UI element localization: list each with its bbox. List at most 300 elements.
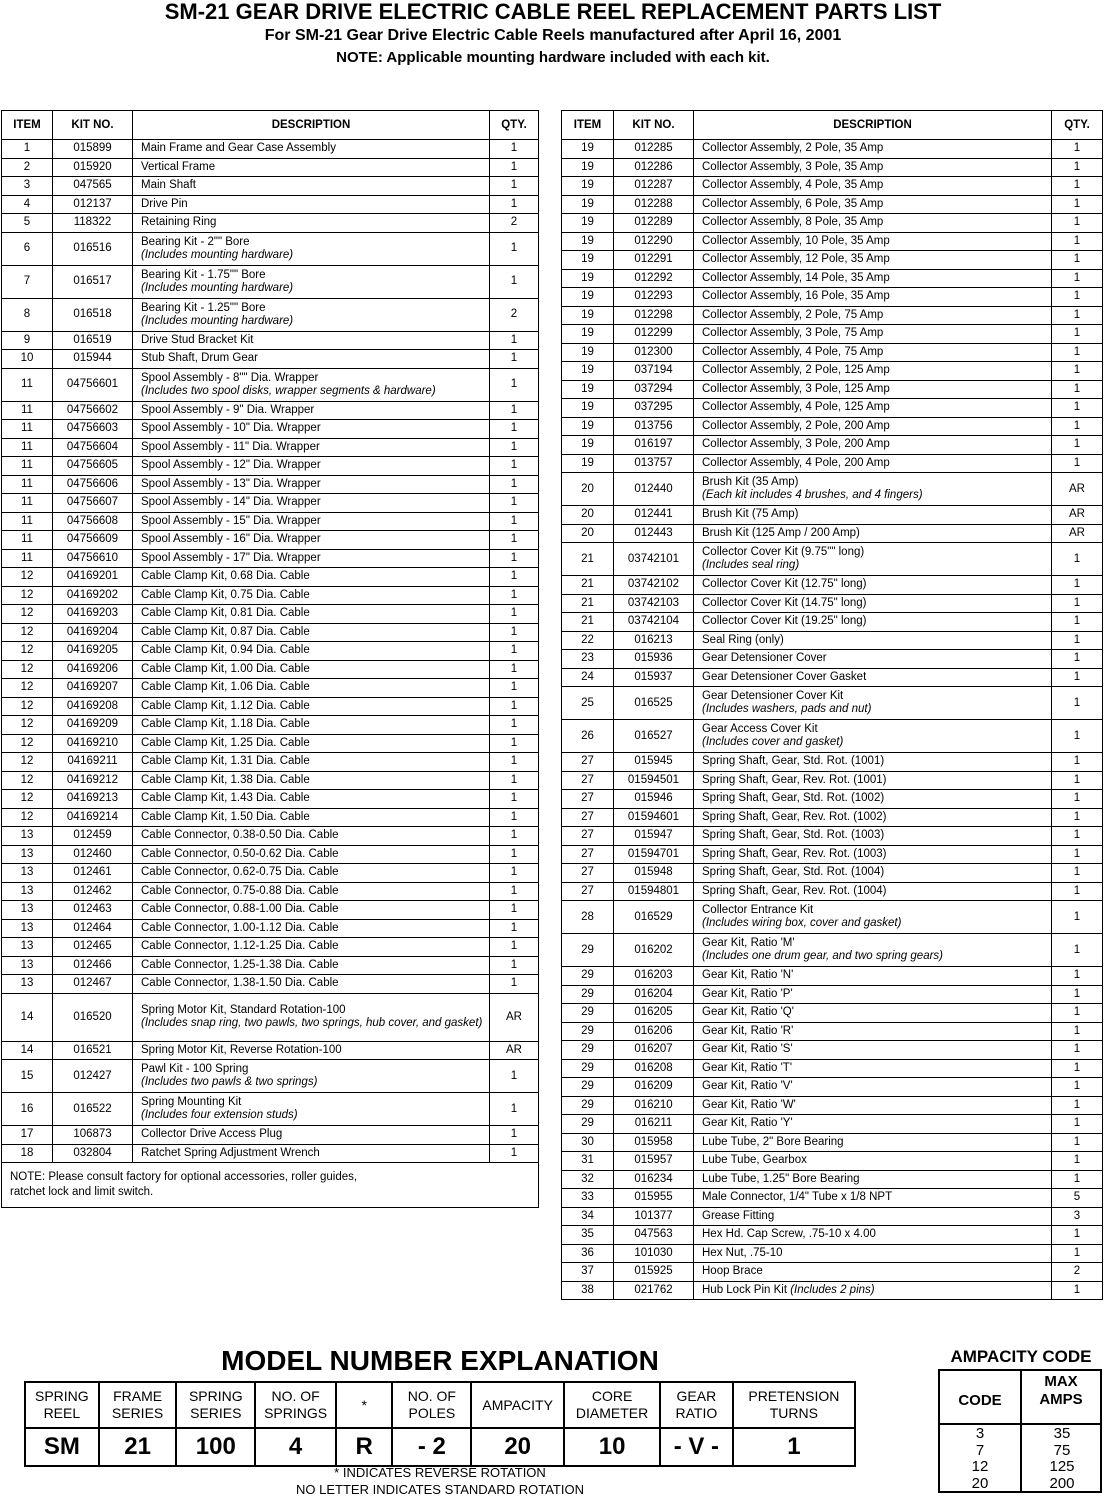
row-qty: 1: [490, 265, 539, 298]
row-description-text: Hub Lock Pin Kit: [702, 1283, 788, 1296]
row-kit-no: 04756601: [53, 368, 133, 401]
row-description-text: Spring Shaft, Gear, Std. Rot. (1001): [702, 755, 885, 768]
row-description-text: Collector Assembly, 3 Pole, 35 Amp: [702, 160, 884, 173]
row-qty: 1: [490, 195, 539, 214]
model-field-label-line: FRAME: [113, 1388, 163, 1404]
table-row: [2, 1093, 539, 1126]
row-description-text: Brush Kit (35 Amp): [702, 476, 799, 488]
row-qty: 1: [1052, 399, 1103, 418]
row-item: 27: [562, 790, 614, 809]
row-description-text: Cable Clamp Kit, 1.50 Dia. Cable: [141, 810, 310, 823]
row-description: [694, 343, 1052, 362]
row-qty: 1: [1052, 325, 1103, 344]
row-item: 12: [2, 605, 53, 624]
row-qty: 1: [1052, 576, 1103, 595]
row-qty: 1: [490, 771, 539, 790]
row-description: [694, 1152, 1052, 1171]
row-item: 3: [2, 177, 53, 196]
model-field-label-line: SERIES: [190, 1405, 242, 1421]
table-row: [2, 623, 539, 642]
row-kit-no: 04756605: [53, 457, 133, 476]
table-row: [2, 586, 539, 605]
row-item: 11: [2, 531, 53, 550]
row-item: 32: [562, 1170, 614, 1189]
page-title: SM-21 GEAR DRIVE ELECTRIC CABLE REEL REPLACEMENT PARTS LIST: [164, 0, 942, 24]
row-item: 29: [562, 1022, 614, 1041]
row-qty: 1: [490, 1144, 539, 1163]
row-qty: 1: [1052, 720, 1103, 753]
row-qty: 1: [490, 1093, 539, 1126]
row-qty: 1: [490, 177, 539, 196]
row-description-text: Seal Ring (only): [702, 633, 784, 646]
row-qty: 1: [490, 808, 539, 827]
row-description-text: Collector Assembly, 16 Pole, 35 Amp: [702, 290, 890, 303]
row-item: 21: [562, 594, 614, 613]
row-description: [694, 543, 1052, 576]
row-kit-no: 015925: [614, 1263, 694, 1282]
row-description: [133, 531, 490, 550]
row-item: 19: [562, 232, 614, 251]
row-description-text: Bearing Kit - 1.75"" Bore: [141, 268, 266, 281]
row-qty: 1: [1052, 362, 1103, 381]
row-qty: AR: [1052, 506, 1103, 525]
row-description-text: Cable Connector, 0.75-0.88 Dia. Cable: [141, 884, 339, 897]
row-item: 19: [562, 362, 614, 381]
row-item: 33: [562, 1189, 614, 1208]
row-qty: 1: [490, 660, 539, 679]
row-item: 12: [2, 623, 53, 642]
row-qty: 1: [1052, 158, 1103, 177]
row-description-text: Hex Hd. Cap Screw, .75-10 x 4.00: [702, 1228, 876, 1241]
row-qty: 1: [490, 1060, 539, 1093]
table-row: [562, 177, 1103, 196]
row-item: 13: [2, 827, 53, 846]
row-item: 15: [2, 1060, 53, 1093]
row-kit-no: 016516: [53, 232, 133, 265]
table-row: [2, 265, 539, 298]
row-description-text: Cable Clamp Kit, 0.81 Dia. Cable: [141, 607, 310, 620]
row-kit-no: 016525: [614, 687, 694, 720]
model-field-label-line: NO. OF: [271, 1388, 320, 1404]
ampacity-max-amps: 200: [1049, 1474, 1075, 1492]
row-qty: 1: [1052, 650, 1103, 669]
row-kit-no: 016527: [614, 720, 694, 753]
row-kit-no: 016197: [614, 436, 694, 455]
row-kit-no: 118322: [53, 214, 133, 233]
row-qty: 1: [1052, 1022, 1103, 1041]
ampacity-max-label: MAX: [1044, 1373, 1078, 1390]
row-description: [694, 668, 1052, 687]
row-kit-no: 015947: [614, 827, 694, 846]
row-qty: 1: [490, 368, 539, 401]
row-description-note: (Includes mounting hardware): [141, 281, 294, 294]
row-description: [694, 436, 1052, 455]
row-description: [133, 1093, 490, 1126]
table-row: [2, 331, 539, 350]
row-qty: 1: [490, 753, 539, 772]
row-description-text: Vertical Frame: [141, 160, 216, 173]
row-kit-no: 04169214: [53, 808, 133, 827]
row-description: [694, 362, 1052, 381]
row-item: 20: [562, 506, 614, 525]
row-qty: 1: [1052, 343, 1103, 362]
table-row: [2, 438, 539, 457]
row-description: [694, 1115, 1052, 1134]
row-description: [133, 494, 490, 513]
table-row: [2, 1041, 539, 1060]
row-description-text: Collector Assembly, 2 Pole, 75 Amp: [702, 308, 884, 321]
row-description-text: Collector Assembly, 6 Pole, 35 Amp: [702, 197, 884, 210]
row-item: 19: [562, 269, 614, 288]
row-kit-no: 015944: [53, 350, 133, 369]
row-item: 29: [562, 1115, 614, 1134]
row-item: 27: [562, 864, 614, 883]
row-item: 16: [2, 1093, 53, 1126]
ampacity-max-header: [1020, 1371, 1100, 1423]
row-description: [694, 1022, 1052, 1041]
table-row: [562, 687, 1103, 720]
row-kit-no: 037194: [614, 362, 694, 381]
ampacity-row: [940, 1442, 1100, 1459]
row-qty: 2: [1052, 1263, 1103, 1282]
row-kit-no: 012443: [614, 524, 694, 543]
table-row: [562, 1152, 1103, 1171]
row-description-text: Collector Assembly, 4 Pole, 35 Amp: [702, 179, 884, 192]
row-item: 29: [562, 1004, 614, 1023]
table-row: [562, 967, 1103, 986]
row-qty: 1: [1052, 808, 1103, 827]
row-kit-no: 015955: [614, 1189, 694, 1208]
row-description-text: Cable Clamp Kit, 0.68 Dia. Cable: [141, 570, 310, 583]
row-kit-no: 037294: [614, 380, 694, 399]
row-qty: 1: [490, 734, 539, 753]
row-description-text: Grease Fitting: [702, 1209, 775, 1222]
row-qty: 1: [1052, 140, 1103, 159]
ampacity-max-amps: 75: [1053, 1441, 1071, 1459]
row-description: [133, 660, 490, 679]
table-row: [562, 325, 1103, 344]
row-description-text: Collector Assembly, 10 Pole, 35 Amp: [702, 234, 890, 247]
row-description-text: Spool Assembly - 17" Dia. Wrapper: [141, 551, 321, 564]
row-item: 20: [562, 524, 614, 543]
row-description: [694, 325, 1052, 344]
row-description-text: Spring Shaft, Gear, Std. Rot. (1002): [702, 792, 885, 805]
row-qty: 1: [490, 975, 539, 994]
model-field-label: [471, 1382, 564, 1428]
row-description: [694, 269, 1052, 288]
row-item: 19: [562, 177, 614, 196]
table-row: [2, 158, 539, 177]
row-description-text: Collector Assembly, 14 Pole, 35 Amp: [702, 271, 890, 284]
row-item: 12: [2, 697, 53, 716]
model-field-value: 10: [564, 1428, 660, 1466]
row-item: 11: [2, 401, 53, 420]
row-description-text: Collector Assembly, 4 Pole, 125 Amp: [702, 401, 890, 414]
col-kit-header: KIT NO.: [53, 111, 133, 140]
row-description-text: Lube Tube, 1.25" Bore Bearing: [702, 1172, 860, 1185]
row-item: 13: [2, 901, 53, 920]
row-kit-no: 015899: [53, 140, 133, 159]
parts-table-left: [1, 110, 539, 1208]
row-description-text: Cable Connector, 1.38-1.50 Dia. Cable: [141, 977, 339, 990]
row-qty: 1: [490, 331, 539, 350]
row-description: [694, 985, 1052, 1004]
row-description: [133, 420, 490, 439]
model-field-label-line: GEAR: [676, 1388, 717, 1404]
row-description: [694, 1059, 1052, 1078]
row-kit-no: 032804: [53, 1144, 133, 1163]
row-item: 13: [2, 975, 53, 994]
row-description: [133, 1144, 490, 1163]
row-description: [133, 401, 490, 420]
row-item: 28: [562, 901, 614, 934]
table-row: [562, 790, 1103, 809]
row-description-text: Spring Shaft, Gear, Std. Rot. (1004): [702, 866, 885, 879]
row-description-text: Collector Assembly, 8 Pole, 35 Amp: [702, 216, 884, 229]
row-kit-no: 016203: [614, 967, 694, 986]
ampacity-table: [938, 1369, 1102, 1493]
row-kit-no: 012467: [53, 975, 133, 994]
row-qty: AR: [1052, 473, 1103, 506]
table-row: [562, 269, 1103, 288]
row-description-text: Collector Assembly, 3 Pole, 75 Amp: [702, 327, 884, 340]
row-item: 23: [562, 650, 614, 669]
row-qty: 1: [490, 512, 539, 531]
row-item: 13: [2, 882, 53, 901]
row-item: 19: [562, 195, 614, 214]
row-description: [133, 956, 490, 975]
row-qty: 1: [1052, 864, 1103, 883]
row-description: [133, 864, 490, 883]
row-description: [694, 232, 1052, 251]
row-kit-no: 015946: [614, 790, 694, 809]
row-description: [133, 158, 490, 177]
row-description-text: Collector Cover Kit (9.75"" long): [702, 546, 865, 558]
row-qty: AR: [1052, 524, 1103, 543]
row-kit-no: 012289: [614, 214, 694, 233]
table-row: [562, 613, 1103, 632]
row-description-text: Hoop Brace: [702, 1265, 763, 1278]
row-description: [133, 642, 490, 661]
row-description: [694, 524, 1052, 543]
row-kit-no: 012465: [53, 938, 133, 957]
table-row: [562, 1096, 1103, 1115]
row-item: 19: [562, 288, 614, 307]
row-kit-no: 016234: [614, 1170, 694, 1189]
row-description-note: (Includes two spool disks, wrapper segments & hardware): [141, 384, 436, 397]
table-row: [2, 401, 539, 420]
row-description-text: Spring Motor Kit, Reverse Rotation-100: [141, 1043, 342, 1056]
row-description-text: Bearing Kit - 1.25"" Bore: [141, 301, 266, 314]
row-qty: 1: [1052, 668, 1103, 687]
table-row: [2, 475, 539, 494]
ampacity-code: 12: [971, 1458, 989, 1475]
table-row: [562, 288, 1103, 307]
row-kit-no: 015958: [614, 1133, 694, 1152]
table-row: [562, 864, 1103, 883]
row-kit-no: 012298: [614, 306, 694, 325]
row-kit-no: 03742101: [614, 543, 694, 576]
table-row: [562, 668, 1103, 687]
row-kit-no: 012286: [614, 158, 694, 177]
row-description: [133, 1060, 490, 1093]
row-description: [694, 1244, 1052, 1263]
table-row: [562, 808, 1103, 827]
row-item: 13: [2, 845, 53, 864]
row-qty: 1: [1052, 790, 1103, 809]
row-kit-no: 04169206: [53, 660, 133, 679]
row-item: 19: [562, 399, 614, 418]
page-subtitle: For SM-21 Gear Drive Electric Cable Reels manufactured after April 16, 2001: [264, 27, 842, 44]
table-row: [562, 1022, 1103, 1041]
row-description: [133, 214, 490, 233]
row-kit-no: 015920: [53, 158, 133, 177]
row-description-text: Pawl Kit - 100 Spring: [141, 1063, 249, 1075]
model-field-label-line: SPRING: [188, 1388, 243, 1404]
row-description: [133, 586, 490, 605]
row-description: [694, 1226, 1052, 1245]
row-item: 12: [2, 679, 53, 698]
row-item: 6: [2, 232, 53, 265]
row-qty: 1: [1052, 1226, 1103, 1245]
row-description-note: (Includes seal ring): [702, 559, 800, 571]
row-item: 19: [562, 325, 614, 344]
table-row: [2, 512, 539, 531]
row-kit-no: 04756610: [53, 549, 133, 568]
row-qty: 1: [1052, 1078, 1103, 1097]
table-row: [562, 882, 1103, 901]
table-row: [562, 934, 1103, 967]
row-item: 21: [562, 543, 614, 576]
row-item: 13: [2, 864, 53, 883]
row-description-note: (Includes mounting hardware): [141, 248, 294, 261]
row-kit-no: 03742104: [614, 613, 694, 632]
row-item: 9: [2, 331, 53, 350]
row-description-text: Collector Assembly, 4 Pole, 75 Amp: [702, 345, 884, 358]
model-field-label-line: DIAMETER: [575, 1405, 649, 1421]
row-description: [694, 1078, 1052, 1097]
row-description-text: Drive Pin: [141, 197, 188, 210]
table-row: [562, 1244, 1103, 1263]
col-qty-header: QTY.: [490, 111, 539, 140]
left-note-line-2: ratchet lock and limit switch.: [10, 1186, 154, 1198]
row-description-text: Lube Tube, 2" Bore Bearing: [702, 1135, 844, 1148]
row-qty: 1: [490, 568, 539, 587]
table-row: [562, 158, 1103, 177]
model-field-label-line: PRETENSION: [748, 1388, 840, 1404]
page-note: NOTE: Applicable mounting hardware included with each kit.: [336, 49, 770, 66]
row-description: [133, 350, 490, 369]
row-description-text: Cable Connector, 0.38-0.50 Dia. Cable: [141, 829, 339, 842]
row-description: [133, 368, 490, 401]
row-qty: 1: [490, 531, 539, 550]
row-item: 22: [562, 631, 614, 650]
row-qty: 1: [1052, 177, 1103, 196]
row-description-text: Gear Kit, Ratio 'M': [702, 937, 795, 949]
row-kit-no: 012427: [53, 1060, 133, 1093]
row-kit-no: 012293: [614, 288, 694, 307]
row-description-note: (Includes four extension studs): [141, 1109, 298, 1121]
table-row: [562, 1133, 1103, 1152]
model-field-label: [660, 1382, 733, 1428]
row-kit-no: 012292: [614, 269, 694, 288]
table-row: [2, 697, 539, 716]
row-item: 12: [2, 790, 53, 809]
row-qty: 1: [1052, 1170, 1103, 1189]
row-item: 27: [562, 808, 614, 827]
table-row: [562, 901, 1103, 934]
row-description-text: Gear Detensioner Cover Gasket: [702, 670, 867, 683]
row-item: 12: [2, 586, 53, 605]
row-kit-no: 015948: [614, 864, 694, 883]
row-qty: 1: [490, 457, 539, 476]
row-description-note: (Includes snap ring, two pawls, two springs, hub cover, and gasket): [141, 1017, 483, 1029]
row-kit-no: 016209: [614, 1078, 694, 1097]
row-description: [694, 967, 1052, 986]
row-item: 11: [2, 457, 53, 476]
row-description: [133, 1041, 490, 1060]
model-field-label-line: REEL: [43, 1405, 81, 1421]
row-kit-no: 021762: [614, 1281, 694, 1300]
ampacity-rows: [940, 1425, 1100, 1491]
row-description-text: Stub Shaft, Drum Gear: [141, 352, 258, 365]
row-item: 13: [2, 938, 53, 957]
row-qty: 1: [1052, 251, 1103, 270]
row-qty: 1: [1052, 436, 1103, 455]
row-description: [133, 605, 490, 624]
row-description-text: Gear Kit, Ratio 'R': [702, 1024, 794, 1037]
table-row: [2, 845, 539, 864]
row-kit-no: 106873: [53, 1126, 133, 1145]
row-qty: 2: [490, 298, 539, 331]
row-qty: 1: [1052, 594, 1103, 613]
row-description-text: Cable Connector, 1.25-1.38 Dia. Cable: [141, 958, 339, 971]
row-description-text: Spool Assembly - 16" Dia. Wrapper: [141, 533, 321, 546]
left-note-line-1: NOTE: Please consult factory for optional accessories, roller guides,: [10, 1171, 358, 1183]
row-kit-no: 04169208: [53, 697, 133, 716]
row-description: [694, 214, 1052, 233]
row-description-text: Gear Kit, Ratio 'P': [702, 987, 793, 1000]
table-row: [562, 576, 1103, 595]
row-item: 11: [2, 368, 53, 401]
table-row: [562, 827, 1103, 846]
table-row: [562, 1004, 1103, 1023]
ampacity-max-amps: 35: [1053, 1425, 1071, 1442]
row-description-text: Gear Kit, Ratio 'Y': [702, 1117, 793, 1130]
row-description: [133, 734, 490, 753]
row-description-text: Cable Clamp Kit, 0.75 Dia. Cable: [141, 588, 310, 601]
row-item: 27: [562, 845, 614, 864]
row-qty: 1: [490, 901, 539, 920]
row-qty: 1: [1052, 1281, 1103, 1300]
row-description: [133, 882, 490, 901]
row-item: 13: [2, 956, 53, 975]
table-row: [2, 177, 539, 196]
row-qty: 1: [490, 642, 539, 661]
model-field-label-line: *: [361, 1396, 367, 1413]
row-kit-no: 04169201: [53, 568, 133, 587]
row-description: [694, 306, 1052, 325]
row-description-text: Brush Kit (125 Amp / 200 Amp): [702, 526, 860, 539]
table-row: [562, 362, 1103, 381]
row-description: [694, 177, 1052, 196]
row-description-text: Cable Connector, 1.00-1.12 Dia. Cable: [141, 921, 339, 934]
row-description: [133, 298, 490, 331]
model-number-title: MODEL NUMBER EXPLANATION: [221, 1345, 659, 1376]
row-item: 34: [562, 1207, 614, 1226]
row-qty: 1: [490, 697, 539, 716]
row-description: [133, 975, 490, 994]
